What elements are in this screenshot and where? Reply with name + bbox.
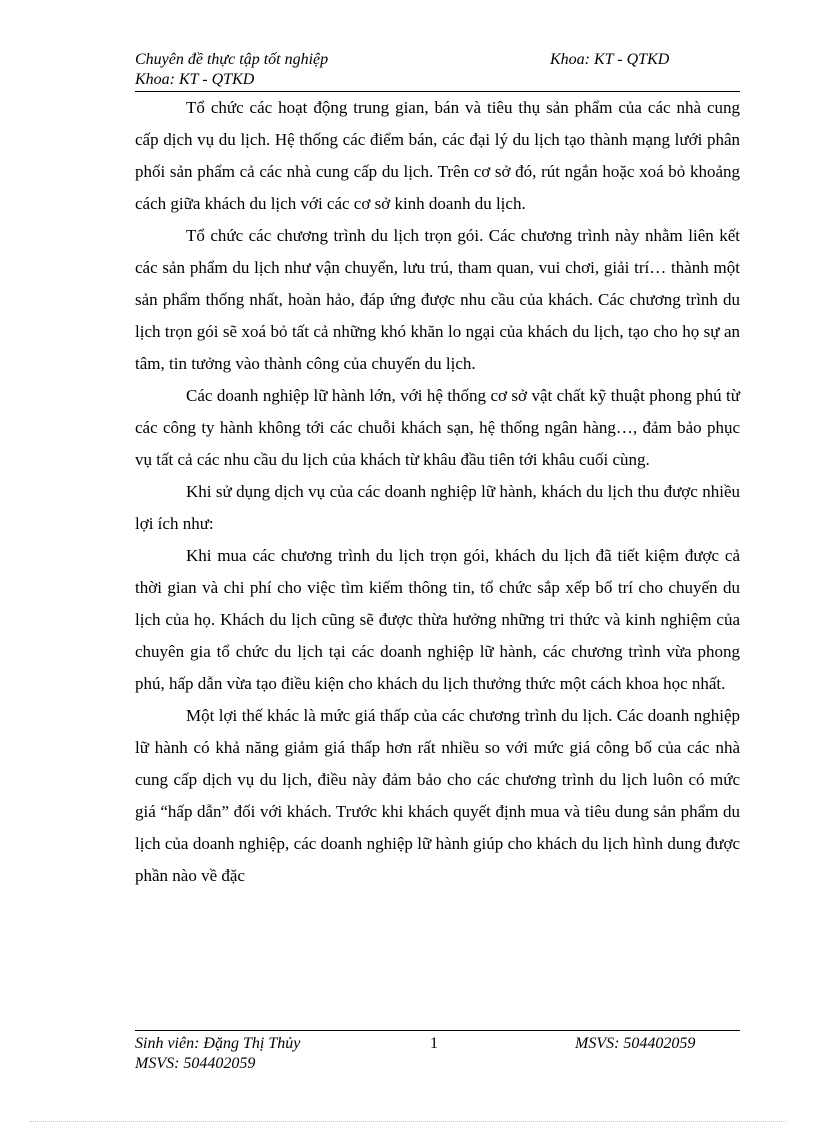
footer-student-name: Sinh viên: Đặng Thị Thủy <box>135 1035 301 1052</box>
footer-student-id: MSVS: 504402059 <box>575 1035 696 1052</box>
paragraph-3: Các doanh nghiệp lữ hành lớn, với hệ thống cơ sở vật chất kỹ thuật phong phú từ các công ty hành không tới các chuỗi khách sạn, hệ thống ngân hàng…, đảm bảo phục vụ tất cả các nhu cầu du lịch của khách từ khâu đầu tiên tới khâu cuối cùng. <box>135 386 740 469</box>
page-bottom-border <box>30 1121 786 1122</box>
paragraph-4: Khi sử dụng dịch vụ của các doanh nghiệp lữ hành, khách du lịch thu được nhiều lợi ích như: <box>135 482 740 533</box>
document-body <box>135 92 740 892</box>
page-header <box>135 50 740 90</box>
paragraph-1: Tổ chức các hoạt động trung gian, bán và tiêu thụ sản phẩm của các nhà cung cấp dịch vụ du lịch. Hệ thống các điểm bán, các đại lý du lịch tạo thành mạng lưới phân phối sản phẩm cả các nhà cung cấp du lịch. Trên cơ sở đó, rút ngắn hoặc xoá bỏ khoảng cách giữa khách du lịch với các cơ sở kinh doanh du lịch. <box>135 98 740 213</box>
page-number: 1 <box>430 1035 438 1052</box>
footer-divider <box>135 1030 740 1031</box>
paragraph-6: Một lợi thế khác là mức giá thấp của các chương trình du lịch. Các doanh nghiệp lữ hành có khả năng giảm giá thấp hơn rất nhiều so với mức giá công bố của các nhà cung cấp dịch vụ du lịch, điều này đảm bảo cho các chương trình du lịch luôn có mức giá “hấp dẫn” đối với khách. Trước khi khách quyết định mua và tiêu dung sản phẩm du lịch của doanh nghiệp, các doanh nghiệp lữ hành giúp cho khách du lịch hình dung được phần nào về đặc <box>135 706 740 885</box>
footer-line-1 <box>135 1034 740 1054</box>
header-line-1 <box>135 50 740 70</box>
header-left-text: Chuyên đề thực tập tốt nghiệp <box>135 51 329 68</box>
header-line-2: Khoa: KT - QTKD <box>135 71 255 88</box>
paragraph-2: Tổ chức các chương trình du lịch trọn gói. Các chương trình này nhằm liên kết các sản phẩm du lịch như vận chuyển, lưu trú, tham quan, vui chơi, giải trí… thành một sản phẩm thống nhất, hoàn hảo, đáp ứng được nhu cầu của khách. Các chương trình du lịch trọn gói sẽ xoá bỏ tất cả những khó khăn lo ngại của khách du lịch, tạo cho họ sự an tâm, tin tưởng vào thành công của chuyến du lịch. <box>135 226 740 373</box>
page-footer <box>135 1034 740 1074</box>
header-right-text: Khoa: KT - QTKD <box>550 51 670 68</box>
paragraph-5: Khi mua các chương trình du lịch trọn gói, khách du lịch đã tiết kiệm được cả thời gian và chi phí cho việc tìm kiếm thông tin, tổ chức sắp xếp bố trí cho chuyến du lịch của họ. Khách du lịch cũng sẽ được thừa hưởng những tri thức và kinh nghiệm của chuyên gia tổ chức du lịch tại các doanh nghiệp lữ hành, các chương trình vừa phong phú, hấp dẫn vừa tạo điều kiện cho khách du lịch thưởng thức một cách khoa học nhất. <box>135 546 740 693</box>
footer-line-2: MSVS: 504402059 <box>135 1055 256 1072</box>
